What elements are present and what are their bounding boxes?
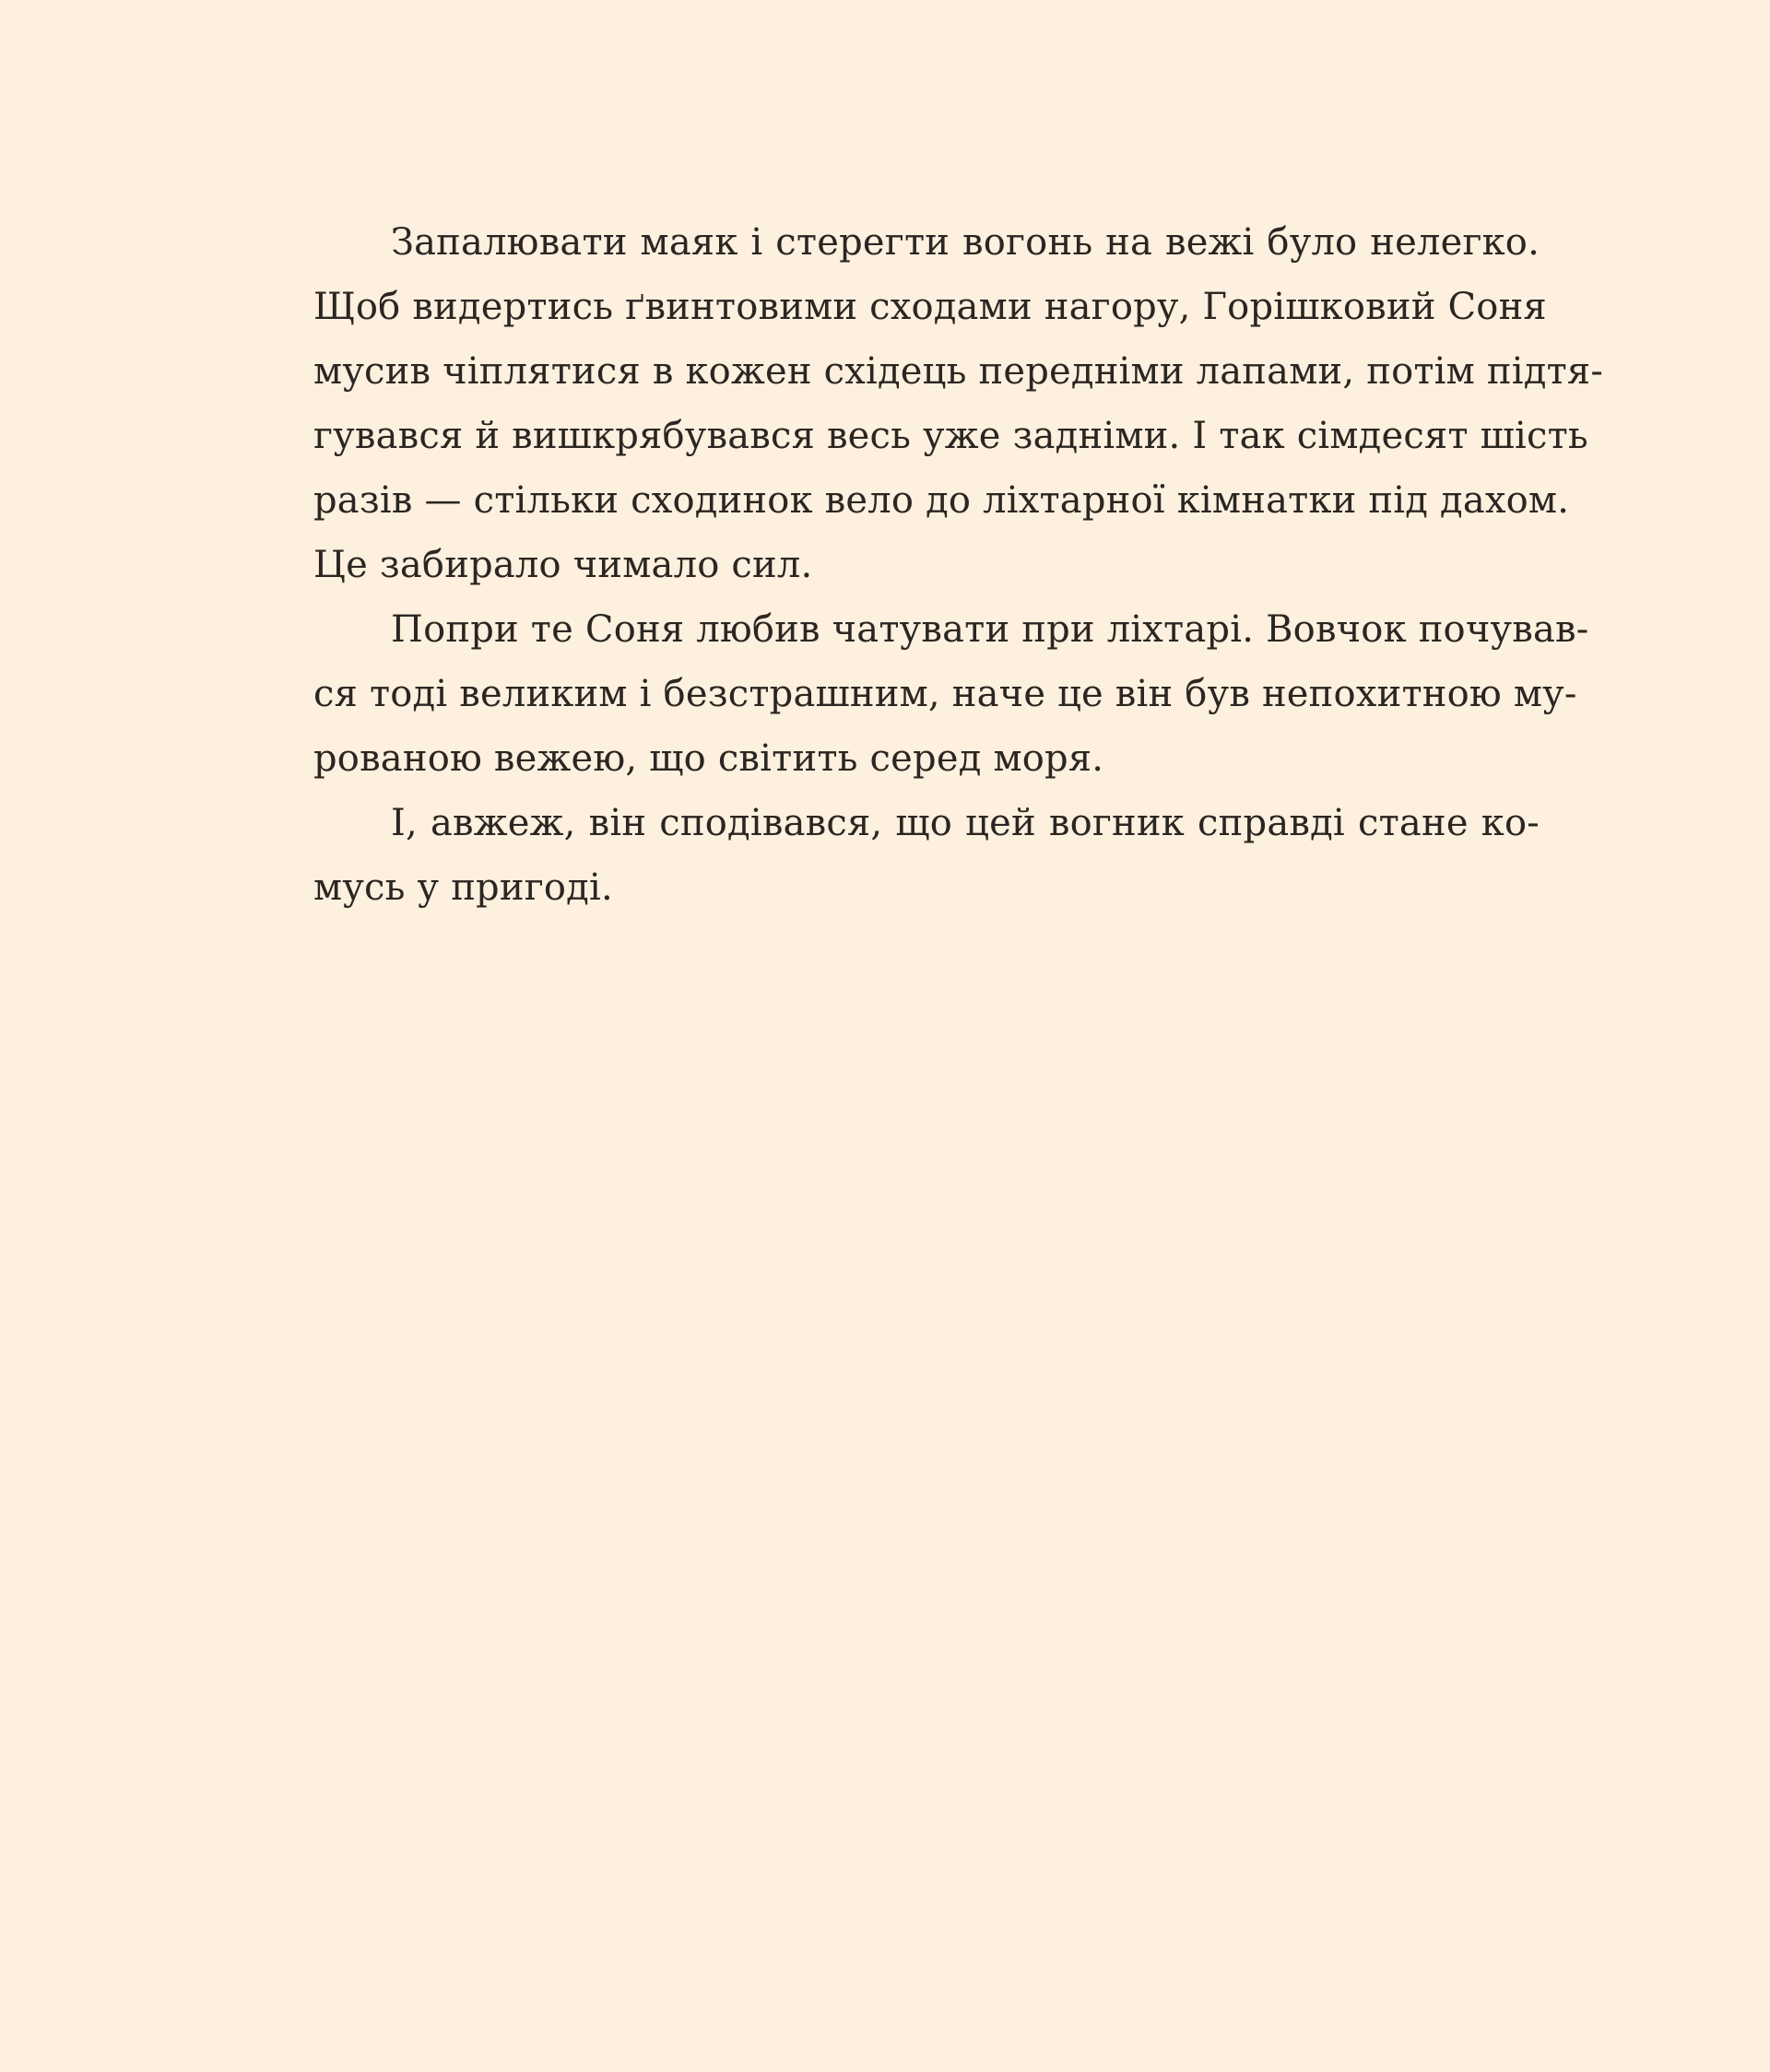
text-line: мусь у пригоді. <box>313 866 613 909</box>
body-text <box>313 210 1604 920</box>
text-line: разів — стільки сходинок вело до ліхтарної кімнатки під дахом. <box>313 479 1570 522</box>
paragraph <box>313 791 1540 920</box>
text-line: ся тоді великим і безстрашним, наче це він був непохитною му- <box>313 673 1577 715</box>
paragraph <box>313 597 1589 791</box>
paragraph <box>313 210 1604 597</box>
text-line: рованою вежею, що світить серед моря. <box>313 737 1104 780</box>
text-line: Попри те Соня любив чатувати при ліхтарі. Вовчок почував- <box>391 608 1589 651</box>
text-line: мусив чіплятися в кожен східець передніми лапами, потім підтя- <box>313 350 1604 393</box>
text-line: Це забирало чимало сил. <box>313 544 813 586</box>
text-line: Щоб видертись ґвинтовими сходами нагору, Горішковий Соня <box>313 286 1547 328</box>
text-line: Запалювати маяк і стерегти вогонь на вежі було нелегко. <box>391 221 1540 264</box>
text-line: гувався й вишкрябувався весь уже задніми. І так сімдесят шість <box>313 415 1588 457</box>
text-line: І, авжеж, він сподівався, що цей вогник справді стане ко- <box>391 802 1540 844</box>
